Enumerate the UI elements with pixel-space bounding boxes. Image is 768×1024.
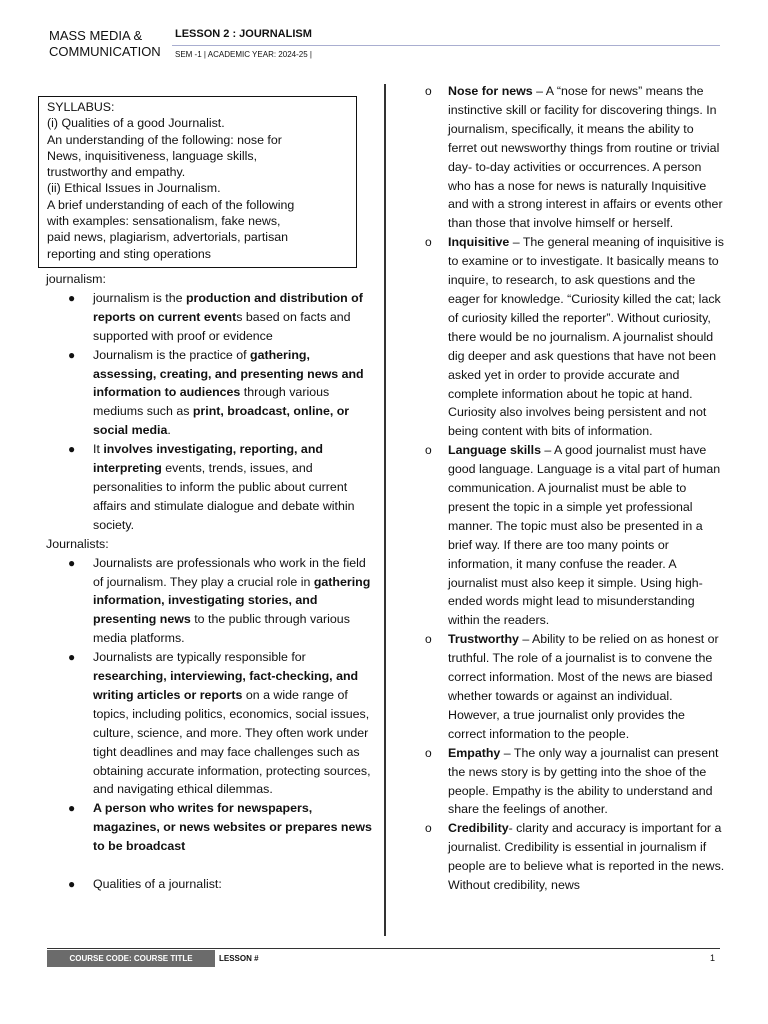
bullet-icon: ●	[68, 650, 76, 665]
bullet-icon: ●	[68, 876, 76, 891]
bullet-icon: ●	[68, 290, 76, 305]
course-name-line1: MASS MEDIA &	[49, 28, 143, 43]
circle-bullet-icon: o	[425, 443, 432, 458]
syllabus-line: with examples: sensationalism, fake news,	[47, 214, 281, 229]
footer-rule	[47, 948, 720, 949]
syllabus-line: An understanding of the following: nose for	[47, 132, 282, 147]
bullet-icon: ●	[68, 347, 76, 362]
journalists-list	[46, 554, 376, 894]
quality-credibility: o Credibility- clarity and accuracy is important for a journalist. Credibility is essential in journalism if people are to believe what is reported in the news. Without credibility, news	[425, 821, 725, 893]
syllabus-line: News, inquisitiveness, language skills,	[47, 148, 258, 163]
course-name-line2: COMMUNICATION	[49, 44, 161, 59]
journalism-heading: journalism:	[46, 272, 106, 286]
course-name	[49, 28, 161, 60]
circle-bullet-icon: o	[425, 632, 432, 647]
syllabus-line: (i) Qualities of a good Journalist.	[47, 116, 225, 131]
list-item: ● journalism is the production and distribution of reports on current events based on facts and supported with proof or evidence	[68, 290, 363, 343]
syllabus-line: (ii) Ethical Issues in Journalism.	[47, 181, 221, 196]
footer-course: COURSE CODE: COURSE TITLE	[47, 950, 215, 967]
list-item: ● Qualities of a journalist:	[46, 875, 376, 894]
list-item: ● Journalism is the practice of gathering, assessing, creating, and presenting news and information to audiences through various mediums such as print, broadcast, online, or social media.	[68, 347, 364, 438]
circle-bullet-icon: o	[425, 821, 432, 836]
column-divider	[384, 84, 386, 936]
list-item: ● Journalists are professionals who work in the field of journalism. They play a crucial role in gathering information, investigating stories, and presenting news to the public through various media platforms.	[68, 555, 371, 646]
syllabus-line: A brief understanding of each of the following	[47, 197, 295, 212]
list-item: ● A person who writes for newspapers, magazines, or news websites or prepares news to be broadcast	[68, 801, 372, 854]
quality-language-skills: o Language skills – A good journalist must have good language. Language is a vital part of human communication. A journalist must be able to present the topic in a simple yet professional manner. The topic must also be presented in a brief way. If there are too many points or information, it many confuse the reader. A journalist must also keep it simple. Using high-ended words might lead to misunderstanding within the readers.	[425, 443, 721, 628]
semester-info: SEM -1 | ACADEMIC YEAR: 2024-25 |	[175, 50, 312, 59]
syllabus-line: paid news, plagiarism, advertorials, partisan	[47, 230, 289, 245]
lesson-title: LESSON 2 : JOURNALISM	[175, 28, 312, 40]
syllabus-box	[38, 96, 357, 268]
bullet-icon: ●	[68, 801, 76, 816]
left-column	[46, 270, 376, 894]
bullet-icon: ●	[68, 555, 76, 570]
page-number: 1	[710, 953, 716, 963]
syllabus-line: reporting and sting operations	[47, 246, 211, 261]
list-item: ● It involves investigating, reporting, and interpreting events, trends, issues, and personalities to inform the public about current affairs and stimulate dialogue and debate within society.	[68, 442, 355, 532]
footer-lesson: LESSON #	[219, 954, 259, 963]
syllabus-line: trustworthy and empathy.	[47, 165, 186, 180]
quality-nose-for-news: o Nose for news – A “nose for news” means the instinctive skill or facility for discovering things. In journalism, specifically, it means the ability to ferret out newsworthy things from routine or trivial day- to-day activities or occurrences. A person who has a nose for news is naturally Inquisitive and with a strong interest in affairs or events other than those that involve himself or herself.	[425, 84, 723, 231]
journalism-list	[46, 289, 376, 535]
quality-empathy: o Empathy – The only way a journalist can present the news story is by getting into the shoe of the people. Empathy is the ability to understand and share the feelings of another.	[425, 745, 719, 817]
qualities-list	[425, 82, 725, 895]
quality-inquisitive: o Inquisitive – The general meaning of inquisitive is to examine or to investigate. It basically means to inquire, to research, to ask questions and the eager for knowledge. “Curiosity killed the cat; lack of curiosity killed the reporter”. Without curiosity, there would be no journalism. A journalist should dig deeper and ask questions that have not been asked yet in order to provide accurate and complete information about he topic at hand. Curiosity also involves being persistent and not being content with bits of information.	[425, 235, 724, 439]
header-rule	[172, 45, 720, 46]
circle-bullet-icon: o	[425, 745, 432, 760]
list-item: ● Journalists are typically responsible for researching, interviewing, fact-checking, and writing articles or reports on a wide range of topics, including politics, economics, social issues, culture, science, and more. They often work under tight deadlines and may face challenges such as obtaining accurate information, protecting sources, and navigating ethical dilemmas.	[68, 650, 371, 797]
circle-bullet-icon: o	[425, 84, 432, 98]
circle-bullet-icon: o	[425, 235, 432, 250]
syllabus-line: SYLLABUS:	[47, 100, 115, 114]
quality-trustworthy: o Trustworthy – Ability to be relied on as honest or truthful. The role of a journalist is to convene the correct information. Most of the news are biased whether towards or against an individual. However, a true journalist only provides the correct information to the people.	[425, 632, 719, 741]
bullet-icon: ●	[68, 442, 76, 457]
journalists-heading: Journalists:	[46, 536, 109, 551]
